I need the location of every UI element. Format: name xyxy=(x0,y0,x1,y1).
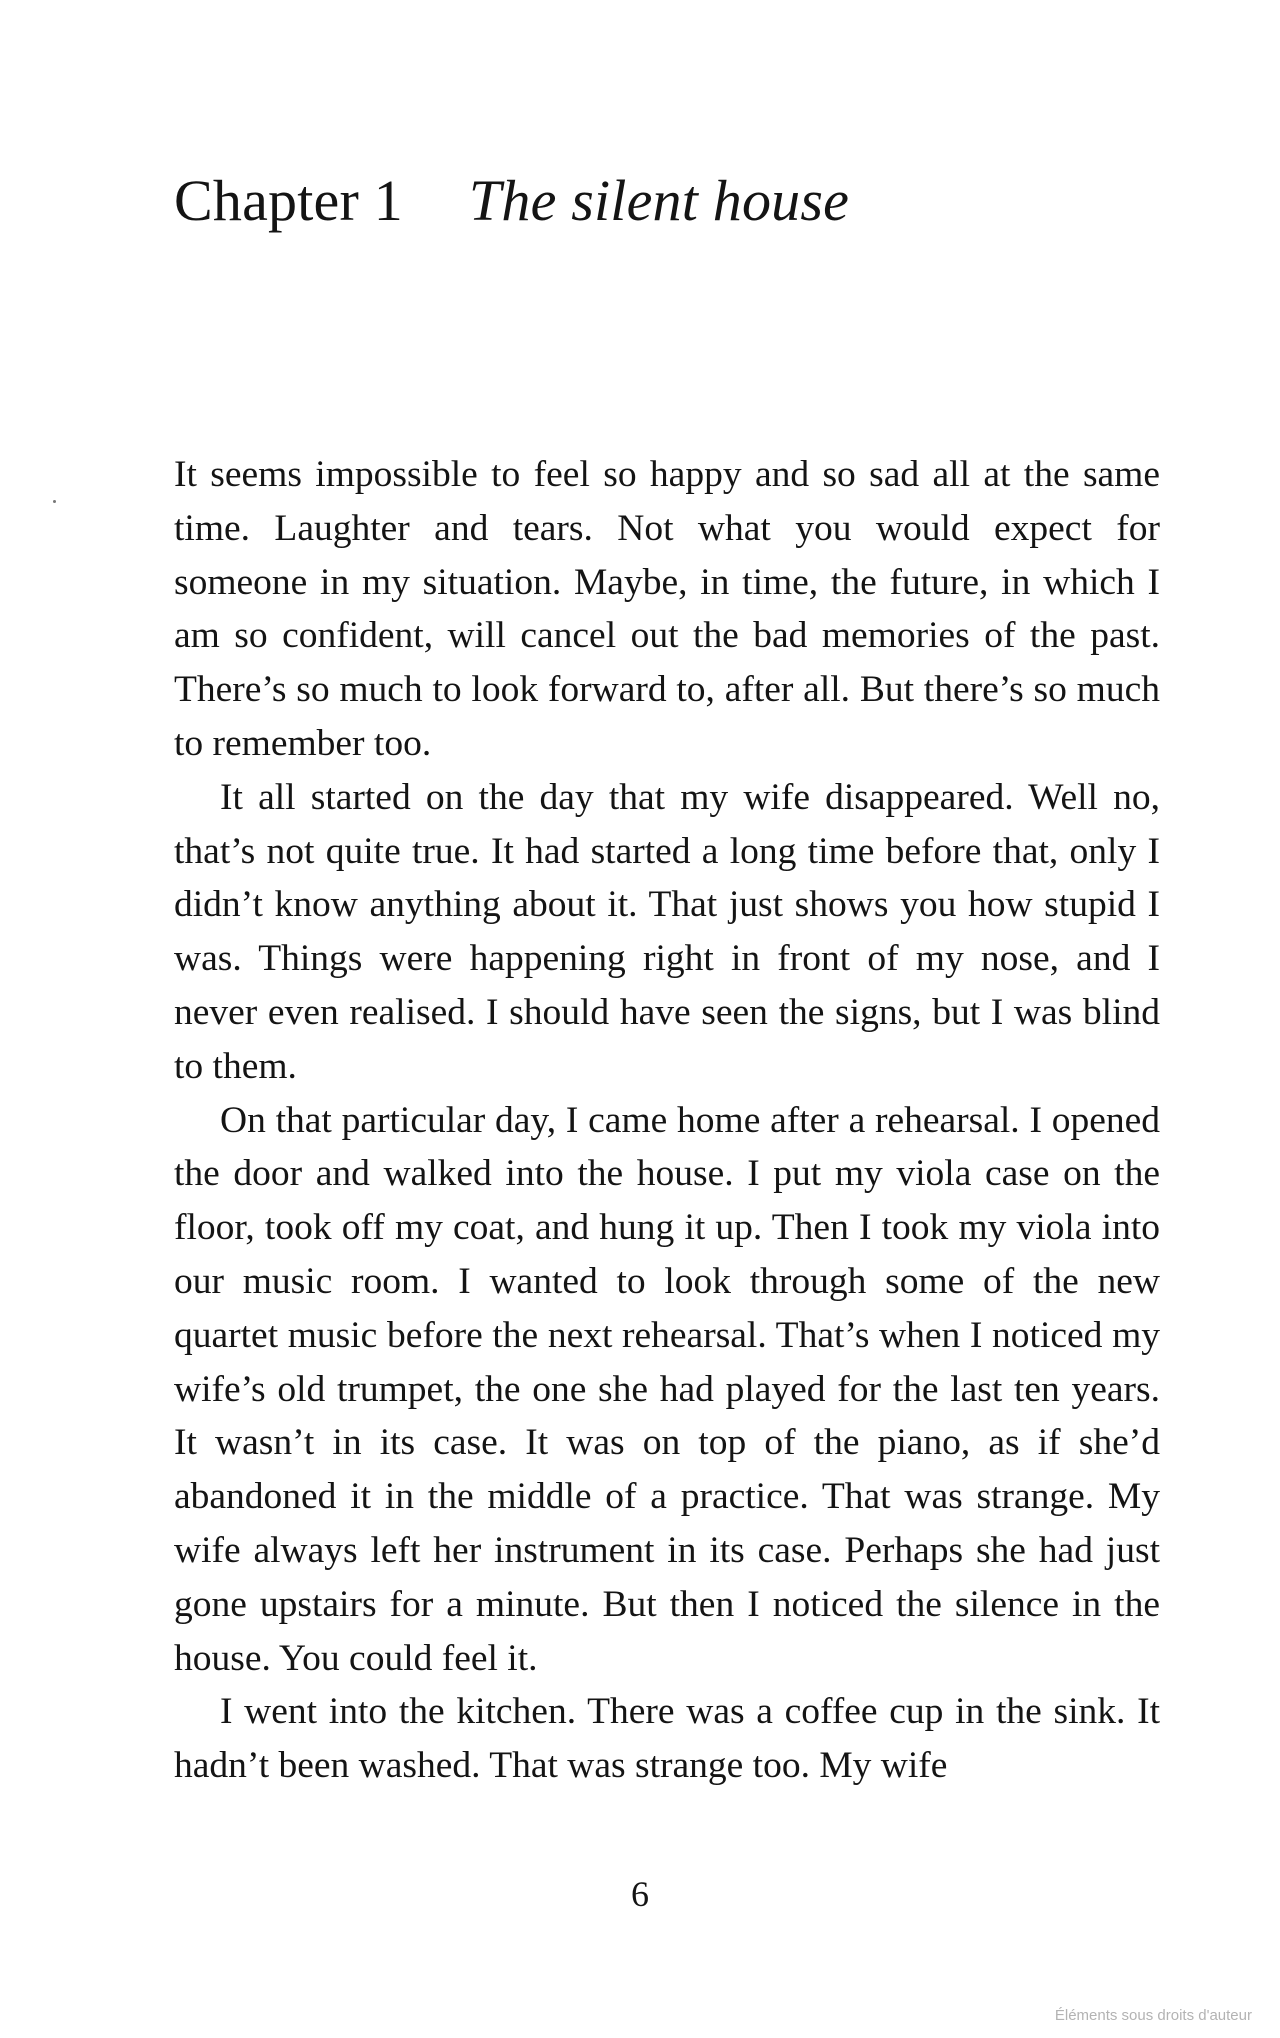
paragraph-3: On that particular day, I came home after a rehearsal. I opened the door and walked into the house. I put my viola case on the floor, took off my coat, and hung it up. Then I took my viola into our music room. I wanted to look through some of the new quartet music before the next rehearsal. That’s when I noticed my wife’s old trumpet, the one she had played for the last ten years. It wasn’t in its case. It was on top of the piano, as if she’d abandoned it in the middle of a practice. That was strange. My wife always left her instrument in its case. Perhaps she had just gone upstairs for a minute. But then I noticed the silence in the house. You could feel it. xyxy=(174,1099,1160,1679)
chapter-heading xyxy=(174,160,849,242)
page-number: 6 xyxy=(631,1874,649,1914)
chapter-label: Chapter 1 xyxy=(174,168,403,233)
chapter-title: The silent house xyxy=(468,168,850,233)
stray-scan-mark xyxy=(53,500,56,503)
paragraph-4: I went into the kitchen. There was a coffee cup in the sink. It hadn’t been washed. That was strange too. My wife xyxy=(174,1691,1160,1787)
paragraph-1: It seems impossible to feel so happy and so sad all at the same time. Laughter and tears. Not what you would expect for someone in my situation. Maybe, in time, the future, in which I am so confident, will cancel out the bad memories of the past. There’s so much to look forward to, after all. But there’s so much to remember too. xyxy=(174,454,1160,764)
copyright-watermark: Éléments sous droits d'auteur xyxy=(1054,2007,1252,2024)
chapter-body xyxy=(174,448,1160,1793)
paragraph-2: It all started on the day that my wife disappeared. Well no, that’s not quite true. It had started a long time before that, only I didn’t know anything about it. That just shows you how stupid I was. Things were happening right in front of my nose, and I never even realised. I should have seen the signs, but I was blind to them. xyxy=(174,776,1160,1087)
